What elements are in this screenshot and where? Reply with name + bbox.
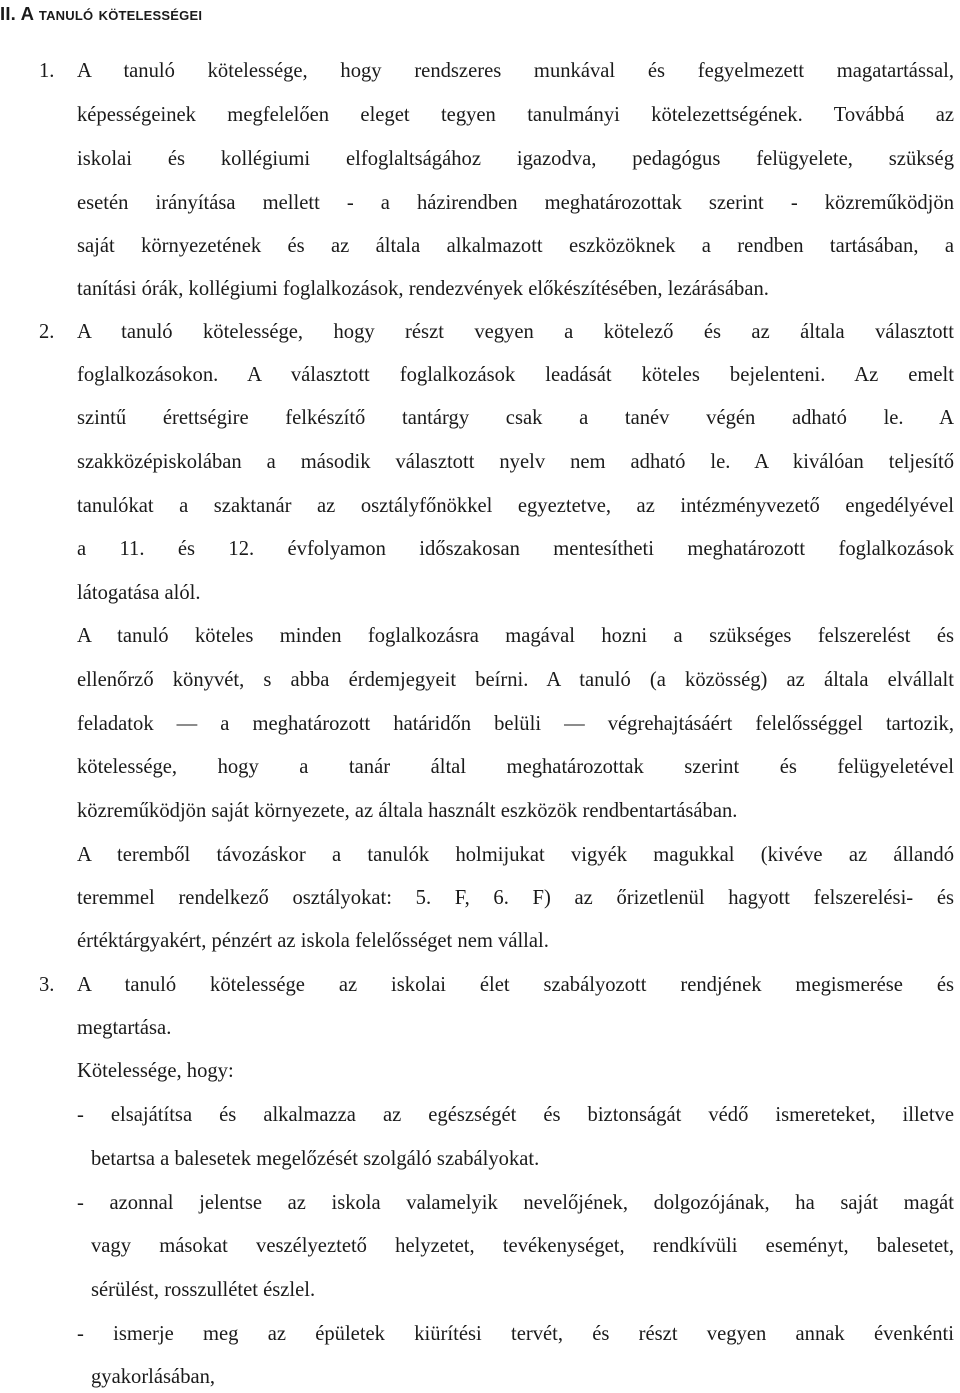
item-3-bullet-3-line-1: - ismerje meg az épületek kiürítési tervét, és részt vegyen annak évenkénti <box>77 1323 954 1345</box>
item-2-line-12: közreműködjön saját környezete, az általa használt eszközök rendbentartásában. <box>77 800 738 822</box>
item-2-line-3: szintű érettségire felkészítő tantárgy csak a tanév végén adható le. A <box>77 407 954 429</box>
item-3-line-2: megtartása. <box>77 1017 172 1039</box>
item-2-line-11: kötelessége, hogy a tanár által meghatározottak szerint és felügyeletével <box>77 756 954 778</box>
item-3-line-3: Kötelessége, hogy: <box>77 1060 234 1082</box>
item-1-line-2: képességeinek megfelelően eleget tegyen tanulmányi kötelezettségének. Továbbá az <box>77 104 954 126</box>
item-2-line-13: A teremből távozáskor a tanulók holmijukat vigyék magukkal (kivéve az állandó <box>77 844 954 866</box>
item-1-line-1: A tanuló kötelessége, hogy rendszeres munkával és fegyelmezett magatartással, <box>77 60 954 82</box>
item-1-line-5: saját környezetének és az általa alkalmazott eszközöknek a rendben tartásában, a <box>77 235 954 257</box>
item-number-1: 1. <box>39 60 55 82</box>
item-2-line-7: látogatása alól. <box>77 582 201 604</box>
item-2-line-8: A tanuló köteles minden foglalkozásra magával hozni a szükséges felszerelést és <box>77 625 954 647</box>
item-1-line-6: tanítási órák, kollégiumi foglalkozások, rendezvények előkészítésében, lezárásában. <box>77 278 769 300</box>
item-2-line-14: teremmel rendelkező osztályokat: 5. F, 6. F) az őrizetlenül hagyott felszerelési- és <box>77 887 954 909</box>
item-2-line-9: ellenőrző könyvét, s abba érdemjegyeit beírni. A tanuló (a közösség) az általa elvállalt <box>77 669 954 691</box>
item-1-line-4: esetén irányítása mellett - a házirendben meghatározottak szerint - közreműködjön <box>77 192 954 214</box>
item-1-line-3: iskolai és kollégiumi elfoglaltságához igazodva, pedagógus felügyelete, szükség <box>77 148 954 170</box>
item-2-line-1: A tanuló kötelessége, hogy részt vegyen a kötelező és az általa választott <box>77 321 954 343</box>
item-number-2: 2. <box>39 321 55 343</box>
item-3-bullet-1-line-2: betartsa a balesetek megelőzését szolgáló szabályokat. <box>91 1148 540 1170</box>
item-3-bullet-1-line-1: - elsajátítsa és alkalmazza az egészségét és biztonságát védő ismereteket, illetve <box>77 1104 954 1126</box>
item-number-3: 3. <box>39 974 55 996</box>
item-3-line-1: A tanuló kötelessége az iskolai élet szabályozott rendjének megismerése és <box>77 974 954 996</box>
item-3-bullet-2-line-2: vagy másokat veszélyeztető helyzetet, tevékenységet, rendkívüli eseményt, balesetet, <box>91 1235 954 1257</box>
item-2-line-2: foglalkozásokon. A választott foglalkozások leadását köteles bejelenteni. Az emelt <box>77 364 954 386</box>
item-3-bullet-2-line-3: sérülést, rosszullétet észlel. <box>91 1279 316 1301</box>
item-2-line-5: tanulókat a szaktanár az osztályfőnökkel egyeztetve, az intézményvezető engedélyével <box>77 495 954 517</box>
item-3-bullet-3-line-2: gyakorlásában, <box>91 1366 216 1388</box>
item-3-bullet-2-line-1: - azonnal jelentse az iskola valamelyik nevelőjének, dolgozójának, ha saját magát <box>77 1192 954 1214</box>
item-2-line-6: a 11. és 12. évfolyamon időszakosan mentesítheti meghatározott foglalkozások <box>77 538 954 560</box>
item-2-line-4: szakközépiskolában a második választott nyelv nem adható le. A kiválóan teljesítő <box>77 451 954 473</box>
item-2-line-10: feladatok — a meghatározott határidőn belüli — végrehajtásáért felelősséggel tartozik, <box>77 713 954 735</box>
item-2-line-15: értéktárgyakért, pénzért az iskola felelősséget nem vállal. <box>77 930 549 952</box>
section-heading: II. A tanuló kötelességei <box>0 3 203 24</box>
